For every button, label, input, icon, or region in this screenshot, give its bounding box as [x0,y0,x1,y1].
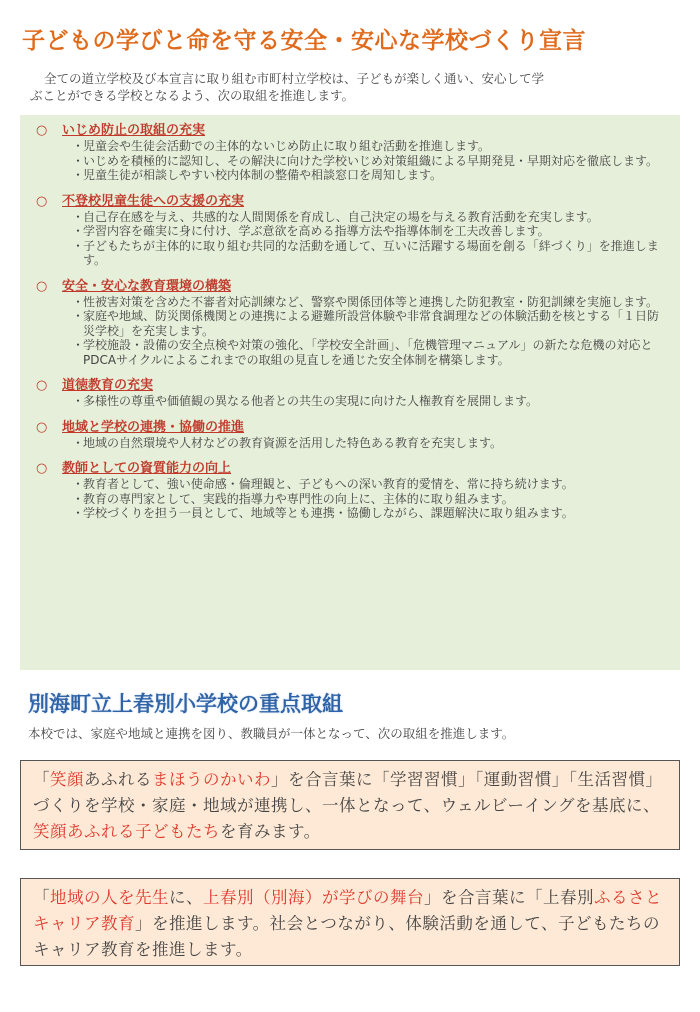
declaration-section [34,279,666,368]
declaration-section [34,420,666,451]
intro-line-2: ぶことができる学校となるよう、次の取組を推進します。 [30,88,355,103]
body-text: 」を合言葉に「学習習慣」「運動習慣」「生活習慣」づくりを学校・家庭・地域が連携し、一体となって、ウェルビーイングを基底に、 [33,770,663,815]
bullet-dot-icon: ・ [72,153,85,168]
bullet-dot-icon: ・ [72,224,85,238]
list-item [72,477,666,492]
bullet-dot-icon: ・ [72,491,85,506]
bullet-dot-icon: ・ [72,168,85,182]
highlight-text: 笑顔 [50,770,84,789]
body-text: あふれる [84,770,152,789]
list-item [72,239,666,268]
list-item [72,309,666,338]
section-heading [34,461,666,477]
list-item [72,210,666,225]
circle-marker-icon: ○ [36,278,48,294]
declaration-section [34,123,666,183]
list-item [72,139,666,154]
school-title: 別海町立上春別小学校の重点取組 [28,692,343,716]
bullet-list [72,210,666,268]
bullet-dot-icon: ・ [72,238,85,253]
bullet-dot-icon: ・ [72,435,85,450]
priority-box-1 [20,760,680,850]
section-title: いじめ防止の取組の充実 [62,123,206,138]
highlight-text: ふるさとキャリア教育 [33,888,662,933]
list-item-text: 家庭や地域、防災関係機関との連携による避難所設営体験や非常食調理などの体験活動を核とする「１日防災学校」を充実します。 [83,309,660,338]
list-item-text: 多様性の尊重や価値観の異なる他者との共生の実現に向けた人権教育を展開します。 [83,394,539,408]
intro-line-1: 全ての道立学校及び本宣言に取り組む市町村立学校は、子どもが楽しく通い、安心して学 [44,71,545,86]
bullet-dot-icon: ・ [72,309,85,323]
bullet-list [72,295,666,368]
body-text: に、 [169,888,203,907]
bullet-dot-icon: ・ [72,294,85,309]
list-item-text: 自己存在感を与え、共感的な人間関係を育成し、自己決定の場を与える教育活動を充実します。 [83,209,599,224]
page-title: 子どもの学びと命を守る安全・安心な学校づくり宣言 [22,28,586,54]
declaration-section [34,194,666,268]
highlight-text: 上春別（別海）が学びの舞台 [203,888,424,907]
circle-marker-icon: ○ [36,378,48,393]
list-item [72,436,666,451]
list-item-text: 学習内容を確実に身に付け、学ぶ意欲を高める指導方法や指導体制を工夫改善します。 [83,224,550,238]
declaration-section [34,461,666,521]
bullet-dot-icon: ・ [72,139,85,153]
bullet-list [72,139,666,183]
section-title: 安全・安心な教育環境の構築 [62,278,232,294]
highlight-text: まほうのかいわ [152,770,271,789]
list-item-text: 地域の自然環境や人材などの教育資源を活用した特色ある教育を充実します。 [83,435,503,450]
section-title: 道徳教育の充実 [62,378,154,393]
list-item [72,492,666,507]
list-item [72,394,666,409]
bullet-dot-icon: ・ [72,477,85,491]
circle-marker-icon: ○ [36,419,48,435]
section-heading [34,279,666,295]
quote-open: 「 [33,888,50,907]
circle-marker-icon: ○ [36,461,48,476]
list-item [72,154,666,169]
priority-box-2 [20,878,680,966]
list-item [72,224,666,239]
list-item [72,168,666,183]
highlight-text: 笑顔あふれる子どもたち [33,822,220,841]
body-text: 」を合言葉に「上春別 [424,888,594,907]
school-intro: 本校では、家庭や地域と連携を図り、教職員が一体となって、次の取組を推進します。 [28,726,515,741]
bullet-dot-icon: ・ [72,209,85,224]
section-heading [34,378,666,394]
bullet-dot-icon: ・ [72,338,85,352]
section-title: 地域と学校の連携・協働の推進 [62,419,245,435]
section-heading [34,194,666,210]
declaration-box [20,115,680,670]
list-item-text: 児童会や生徒会活動での主体的ないじめ防止に取り組む活動を推進します。 [83,139,491,153]
list-item-text: 性被害対策を含めた不審者対応訓練など、警察や関係団体等と連携した防犯教室・防犯訓練を実施します。 [83,294,659,309]
bullet-dot-icon: ・ [72,506,85,520]
list-item-text: 児童生徒が相談しやすい校内体制の整備や相談窓口を周知します。 [83,168,443,182]
list-item [72,506,666,521]
list-item-text: 教育者として、強い使命感・倫理観と、子どもへの深い教育的愛情を、常に持ち続けます。 [83,477,574,491]
quote-open: 「 [33,770,50,789]
section-title: 教師としての資質能力の向上 [62,461,232,476]
bullet-dot-icon: ・ [72,394,85,408]
bullet-list [72,394,666,409]
body-text: 」を推進します。社会とつながり、体験活動を通して、子どもたちのキャリア教育を推進します。 [33,914,661,959]
list-item-text: いじめを積極的に認知し、その解決に向けた学校いじめ対策組織による早期発見・早期対応を徹底します。 [83,153,659,168]
bullet-list [72,477,666,521]
list-item-text: 子どもたちが主体的に取り組む共同的な活動を通して、互いに活躍する場面を創る「絆づくり」を推進します。 [83,238,659,267]
list-item-text: 学校づくりを担う一員として、地域等とも連携・協働しながら、課題解決に取り組みます。 [83,506,574,520]
section-heading [34,123,666,139]
body-text: を育みます。 [220,822,321,841]
bullet-list [72,436,666,451]
circle-marker-icon: ○ [36,193,48,209]
declaration-section [34,378,666,409]
section-heading [34,420,666,436]
highlight-text: 地域の人を先生 [50,888,169,907]
list-item [72,338,666,367]
section-title: 不登校児童生徒への支援の充実 [62,193,245,209]
list-item [72,295,666,310]
list-item-text: 学校施設・設備の安全点検や対策の強化、「学校安全計画」、「危機管理マニュアル」の新たな危機の対応とPDCAサイクルによるこれまでの取組の見直しを通じた安全体制を構築します。 [83,338,653,367]
list-item-text: 教育の専門家として、実践的指導力や専門性の向上に、主体的に取り組みます。 [83,491,514,506]
declaration-intro [30,70,675,104]
circle-marker-icon: ○ [36,123,48,138]
